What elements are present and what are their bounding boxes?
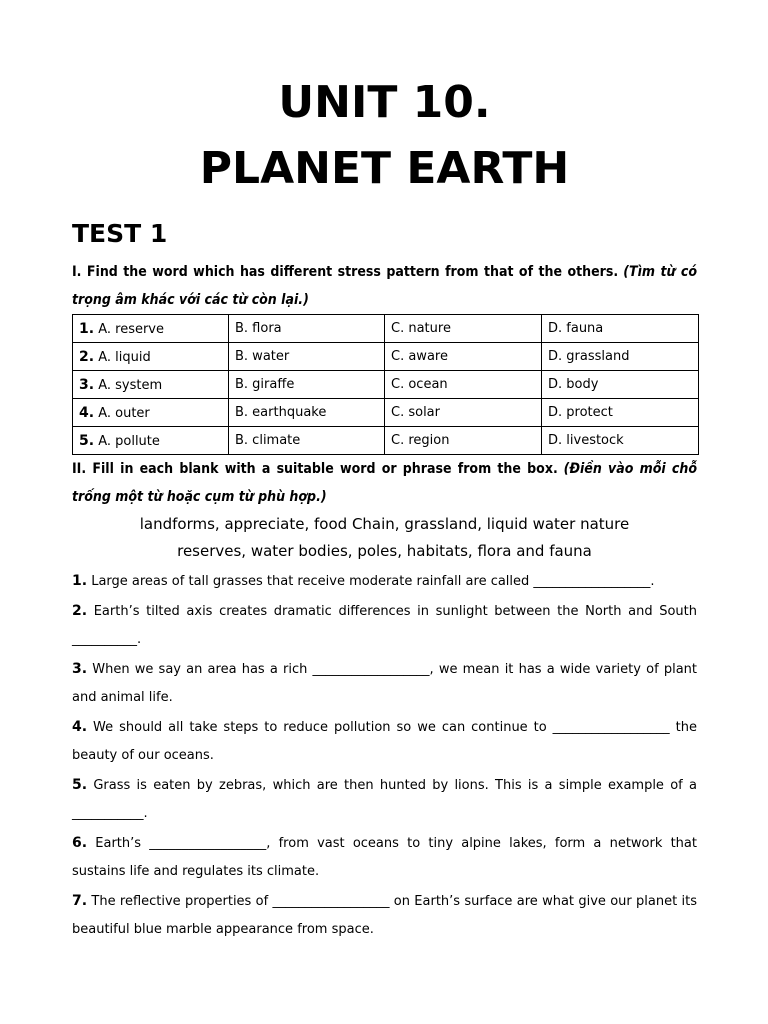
option-cell-b <box>229 315 385 343</box>
option-text: C. solar <box>391 405 440 420</box>
option-text: D. body <box>548 377 599 392</box>
option-text: D. livestock <box>548 433 624 448</box>
table-row <box>73 371 699 399</box>
fill-question <box>72 887 697 945</box>
question-text: When we say an area has a rich __________________, we mean it has a wide variety of plant and animal life. <box>72 661 697 705</box>
option-text: B. giraffe <box>235 377 295 392</box>
option-cell-c <box>385 427 542 455</box>
fill-question <box>72 567 697 597</box>
option-text: D. protect <box>548 405 613 420</box>
option-cell-d <box>542 399 699 427</box>
question-text: We should all take steps to reduce pollution so we can continue to __________________ the beauty of our oceans. <box>72 719 697 763</box>
option-cell-b <box>229 371 385 399</box>
option-cell-a <box>73 343 229 371</box>
question-number: 2. <box>79 348 95 365</box>
option-text: B. climate <box>235 433 301 448</box>
question-text: The reflective properties of __________________ on Earth’s surface are what give our planet its beautiful blue marble appearance from space. <box>72 893 698 937</box>
unit-subtitle: PLANET EARTH <box>199 143 570 194</box>
section2-heading: II. Fill in each blank with a suitable word or phrase from the box. <box>72 461 558 477</box>
question-text: Grass is eaten by zebras, which are then hunted by lions. This is a simple example of a ___________. <box>72 777 697 821</box>
option-cell-d <box>542 371 699 399</box>
option-text: C. ocean <box>391 377 448 392</box>
option-text: D. fauna <box>548 321 604 336</box>
worksheet-page <box>72 0 697 945</box>
option-cell-b <box>229 399 385 427</box>
section1-translation: (Tìm từ có trọng âm khác với các từ còn lại.) <box>72 264 698 308</box>
section1-instruction <box>72 258 697 314</box>
question-number: 2. <box>72 602 88 619</box>
question-number: 1. <box>79 320 95 337</box>
option-text: B. water <box>235 349 290 364</box>
option-text: B. earthquake <box>235 405 327 420</box>
option-cell-c <box>385 371 542 399</box>
option-text: A. pollute <box>98 433 160 449</box>
option-text: A. reserve <box>98 321 164 337</box>
section2-translation: (Điền vào mỗi chỗ trống một từ hoặc cụm từ phù hợp.) <box>72 461 698 505</box>
option-text: D. grassland <box>548 349 630 364</box>
question-number: 4. <box>79 404 95 421</box>
option-cell-d <box>542 343 699 371</box>
option-cell-c <box>385 399 542 427</box>
word-box-line2: reserves, water bodies, poles, habitats, flora and fauna <box>177 542 592 560</box>
option-cell-a <box>73 371 229 399</box>
option-cell-c <box>385 343 542 371</box>
question-number: 4. <box>72 718 88 735</box>
section2-instruction <box>72 455 697 511</box>
table-row <box>73 399 699 427</box>
fill-question <box>72 713 697 771</box>
option-cell-b <box>229 427 385 455</box>
question-number: 5. <box>79 432 95 449</box>
question-number: 1. <box>72 573 88 589</box>
question-text: Large areas of tall grasses that receive moderate rainfall are called __________________. <box>91 574 655 589</box>
option-cell-a <box>73 315 229 343</box>
question-number: 7. <box>72 892 88 909</box>
option-cell-a <box>73 427 229 455</box>
question-number: 5. <box>72 776 88 793</box>
fill-question <box>72 655 697 713</box>
question-text: Earth’s __________________, from vast oceans to tiny alpine lakes, form a network that sustains life and regulates its climate. <box>72 835 697 879</box>
table-row <box>73 427 699 455</box>
option-cell-d <box>542 315 699 343</box>
table-row <box>73 315 699 343</box>
option-cell-c <box>385 315 542 343</box>
option-text: A. system <box>98 377 163 393</box>
table-row <box>73 343 699 371</box>
option-cell-a <box>73 399 229 427</box>
option-text: C. nature <box>391 321 451 336</box>
unit-title: UNIT 10. <box>278 77 491 128</box>
option-text: C. region <box>391 433 450 448</box>
option-text: C. aware <box>391 349 448 364</box>
question-number: 6. <box>72 834 88 851</box>
option-text: A. liquid <box>98 349 151 365</box>
option-cell-d <box>542 427 699 455</box>
question-list <box>72 567 697 945</box>
question-number: 3. <box>79 376 95 393</box>
question-text: Earth’s tilted axis creates dramatic differences in sunlight between the North and South __________. <box>72 603 697 647</box>
fill-question <box>72 771 697 829</box>
option-cell-b <box>229 343 385 371</box>
option-text: B. flora <box>235 321 282 336</box>
stress-options-table <box>72 314 699 455</box>
fill-question <box>72 597 697 655</box>
test-label: TEST 1 <box>72 219 168 248</box>
word-box-line1: landforms, appreciate, food Chain, grassland, liquid water nature <box>139 515 630 533</box>
option-text: A. outer <box>98 405 150 421</box>
fill-question <box>72 829 697 887</box>
section1-heading: I. Find the word which has different stress pattern from that of the others. <box>72 264 619 280</box>
question-number: 3. <box>72 660 88 677</box>
